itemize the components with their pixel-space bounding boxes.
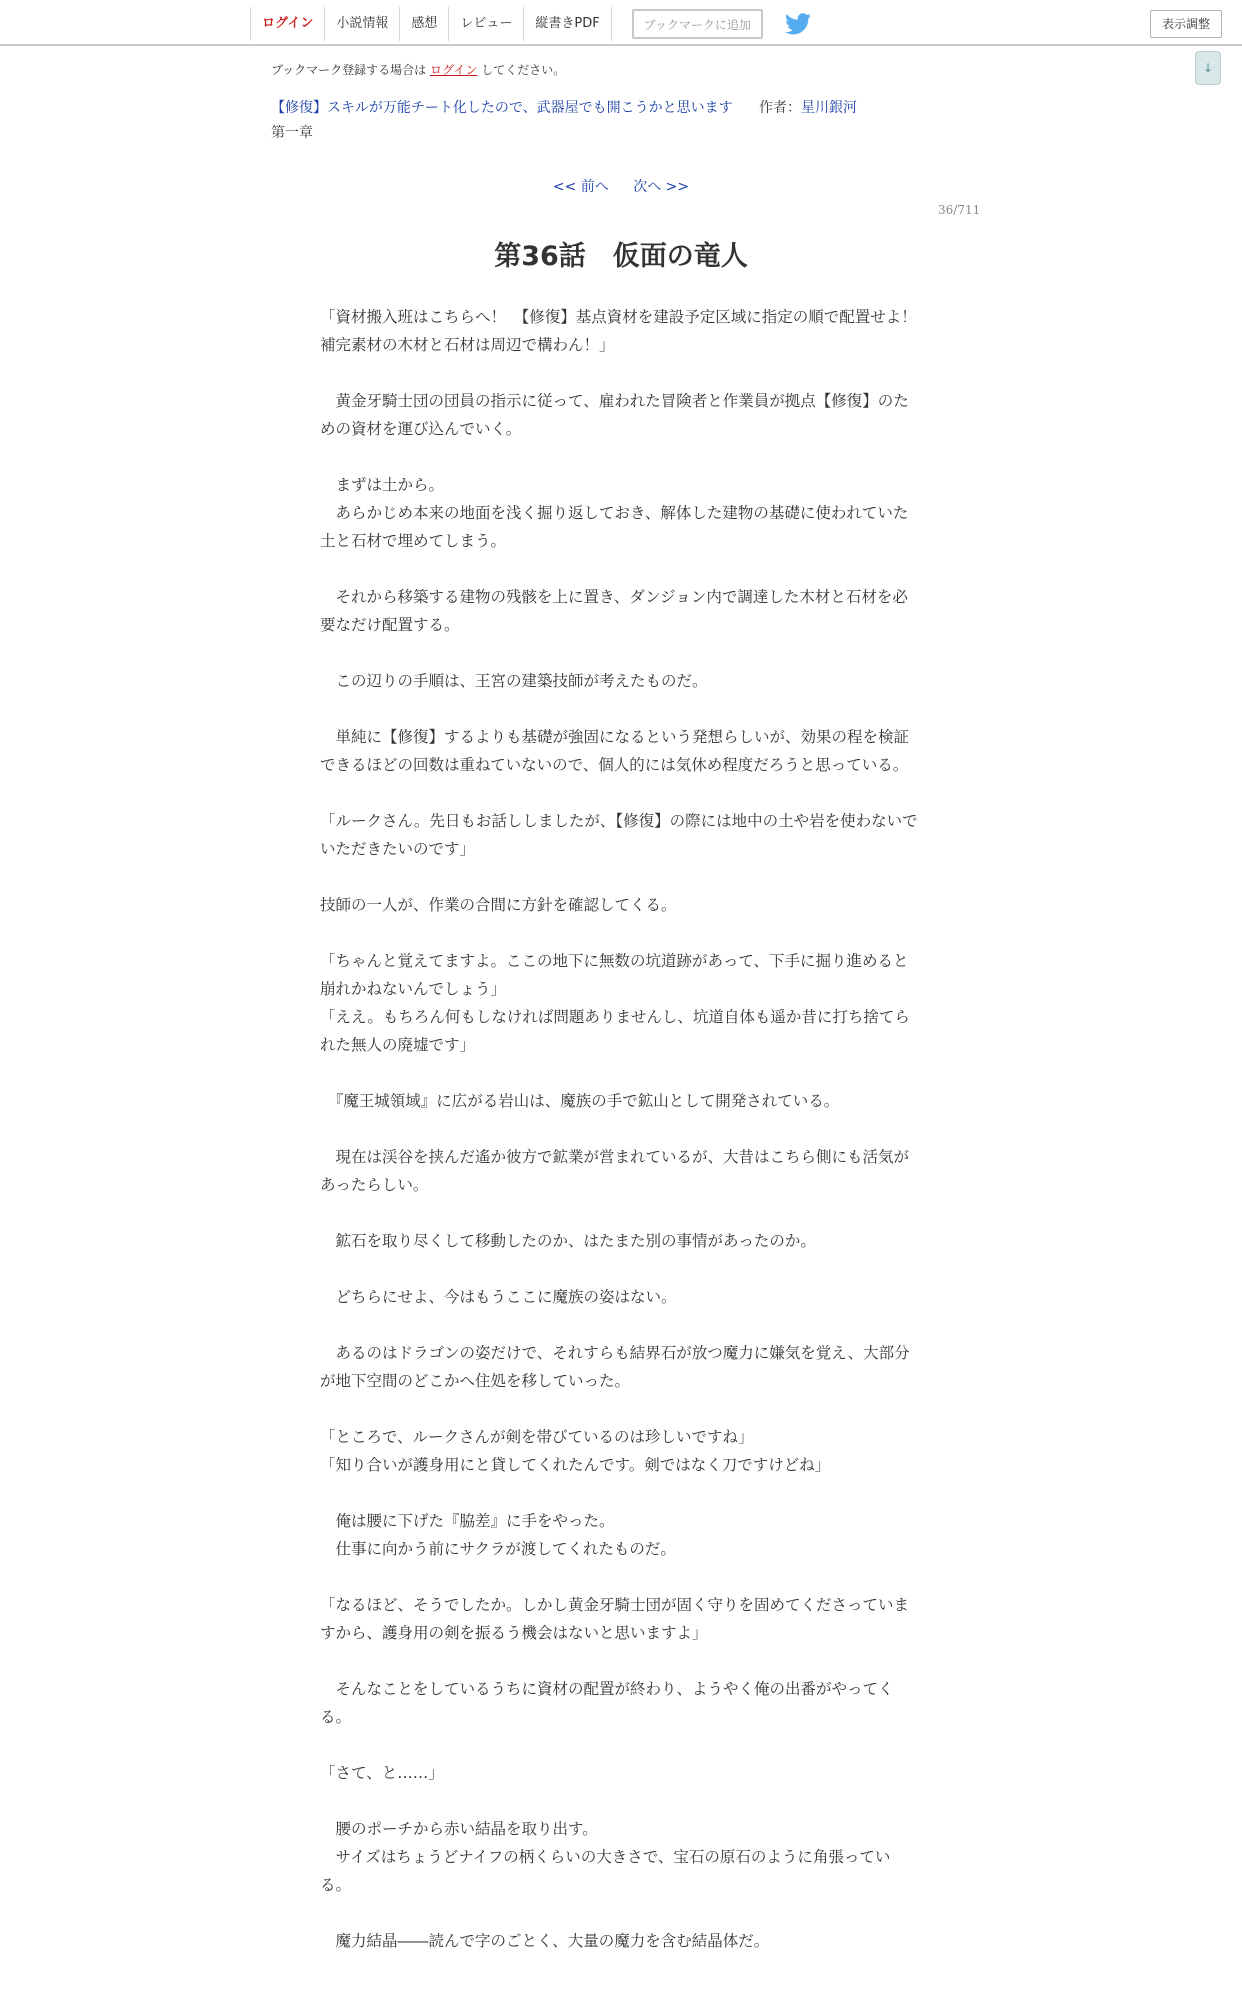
blank-line bbox=[320, 863, 920, 891]
novel-paragraph: 魔力結晶――読んで字のごとく、大量の魔力を含む結晶体だ。 bbox=[320, 1932, 770, 1950]
novel-paragraph: そんなことをしているうちに資材の配置が終わり、ようやく俺の出番がやってくる。 bbox=[320, 1680, 894, 1726]
novel-paragraph: 「ちゃんと覚えてますよ。ここの地下に無数の坑道跡があって、下手に掘り進めると崩れかねないんでしょう」 bbox=[320, 952, 909, 998]
author-name-link[interactable]: 星川銀河 bbox=[801, 100, 858, 116]
novel-paragraph: 腰のポーチから赤い結晶を取り出す。 bbox=[320, 1820, 598, 1838]
episode-counter: 36/711 bbox=[938, 203, 981, 217]
novel-paragraph: 「資材搬入班はこちらへ！ 【修復】基点資材を建設予定区域に指定の順で配置せよ！ 補完素材の木材と石材は周辺で構わん！」 bbox=[320, 308, 933, 354]
novel-paragraph: 「なるほど、そうでしたか。しかし黄金牙騎士団が固く守りを固めてくださっていますから、護身用の剣を振るう機会はないと思いますよ」 bbox=[320, 1596, 910, 1642]
novel-paragraph: 「ええ。もちろん何もしなければ問題ありませんし、坑道自体も遥か昔に打ち捨てられた無人の廃墟です」 bbox=[320, 1008, 910, 1054]
novel-paragraph: 技師の一人が、作業の合間に方針を確認してくる。 bbox=[320, 896, 677, 914]
novel-paragraph: 仕事に向かう前にサクラが渡してくれたものだ。 bbox=[320, 1540, 676, 1558]
blank-line bbox=[320, 779, 920, 807]
blank-line bbox=[320, 443, 920, 471]
series-info bbox=[271, 97, 857, 117]
blank-line bbox=[320, 1059, 920, 1087]
novel-paragraph: 単純に【修復】するよりも基礎が強固になるという発想らしいが、効果の程を検証できるほどの回数は重ねていないので、個人的には気休め程度だろうと思っている。 bbox=[320, 728, 910, 774]
nav-login-link[interactable]: ログイン bbox=[250, 7, 324, 41]
blank-line bbox=[320, 1115, 920, 1143]
novel-paragraph: 現在は渓谷を挟んだ遙か彼方で鉱業が営まれているが、大昔はこちら側にも活気があったらしい。 bbox=[320, 1148, 910, 1194]
blank-line bbox=[320, 1199, 920, 1227]
display-settings-button[interactable]: 表示調整 bbox=[1150, 10, 1222, 38]
scroll-down-button[interactable]: ↓ bbox=[1195, 51, 1221, 85]
novel-body-text bbox=[320, 303, 933, 1955]
nav-review-link[interactable]: レビュー bbox=[448, 7, 523, 41]
novel-paragraph: 「ところで、ルークさんが剣を帯びているのは珍しいですね」 bbox=[320, 1428, 754, 1446]
novel-paragraph: どちらにせよ、今はもうここに魔族の姿はない。 bbox=[320, 1288, 677, 1306]
nav-novel-info-link[interactable]: 小説情報 bbox=[324, 7, 399, 41]
novel-paragraph: あるのはドラゴンの姿だけで、それすらも結界石が放つ魔力に嫌気を覚え、大部分が地下空間のどこかへ住処を移していった。 bbox=[320, 1344, 910, 1390]
novel-paragraph: 鉱石を取り尽くして移動したのか、はたまた別の事情があったのか。 bbox=[320, 1232, 816, 1250]
episode-title: 第36話 仮面の竜人 bbox=[494, 241, 748, 272]
nav-vertical-pdf-link[interactable]: 縦書きPDF bbox=[523, 7, 611, 41]
blank-line bbox=[320, 639, 920, 667]
login-notice-after: してください。 bbox=[477, 63, 566, 77]
login-notice-before: ブックマーク登録する場合は bbox=[271, 63, 430, 77]
novel-paragraph: 「ルークさん。先日もお話ししましたが、【修復】の際には地中の土や岩を使わないでいただきたいのです」 bbox=[320, 812, 918, 858]
prev-episode-link[interactable]: << 前へ bbox=[552, 179, 609, 195]
blank-line bbox=[320, 1255, 920, 1283]
novel-paragraph: サイズはちょうどナイフの柄くらいの大きさで、宝石の原石のように角張っている。 bbox=[320, 1848, 891, 1894]
add-bookmark-button[interactable]: ブックマークに追加 bbox=[632, 9, 763, 39]
blank-line bbox=[320, 1563, 920, 1591]
novel-paragraph: 黄金牙騎士団の団員の指示に従って、雇われた冒険者と作業員が拠点【修復】のための資材を運び込んでいく。 bbox=[320, 392, 909, 438]
blank-line bbox=[320, 1731, 920, 1759]
novel-paragraph: まずは土から。 bbox=[320, 476, 445, 494]
blank-line bbox=[320, 695, 920, 723]
twitter-icon[interactable] bbox=[785, 13, 811, 35]
next-episode-link[interactable]: 次へ >> bbox=[633, 179, 690, 195]
episode-pager bbox=[0, 176, 1242, 196]
novel-paragraph: 俺は腰に下げた『脇差』に手をやった。 bbox=[320, 1512, 615, 1530]
bookmark-login-notice bbox=[271, 61, 565, 78]
novel-paragraph: 「さて、と……」 bbox=[320, 1764, 444, 1782]
blank-line bbox=[320, 1479, 920, 1507]
novel-paragraph: 「知り合いが護身用にと貸してくれたんです。剣ではなく刀ですけどね」 bbox=[320, 1456, 831, 1474]
nav-impressions-link[interactable]: 感想 bbox=[399, 7, 448, 41]
novel-paragraph: あらかじめ本来の地面を浅く掘り返しておき、解体した建物の基礎に使われていた土と石材で埋めてしまう。 bbox=[320, 504, 909, 550]
blank-line bbox=[320, 919, 920, 947]
top-header bbox=[0, 0, 1242, 46]
novel-paragraph: 『魔王城領域』に広がる岩山は、魔族の手で鉱山として開発されている。 bbox=[320, 1092, 840, 1110]
blank-line bbox=[320, 1311, 920, 1339]
blank-line bbox=[320, 359, 920, 387]
blank-line bbox=[320, 1647, 920, 1675]
novel-paragraph: この辺りの手順は、王宮の建築技師が考えたものだ。 bbox=[320, 672, 708, 690]
blank-line bbox=[320, 555, 920, 583]
top-nav bbox=[250, 7, 811, 41]
series-title-link[interactable]: 【修復】スキルが万能チート化したので、武器屋でも開こうかと思います bbox=[271, 100, 733, 116]
blank-line bbox=[320, 1395, 920, 1423]
novel-paragraph: それから移築する建物の残骸を上に置き、ダンジョン内で調達した木材と石材を必要なだけ配置する。 bbox=[320, 588, 908, 634]
blank-line bbox=[320, 1787, 920, 1815]
chapter-title: 第一章 bbox=[271, 125, 313, 141]
author-label: 作者： bbox=[759, 100, 802, 116]
blank-line bbox=[320, 1899, 920, 1927]
login-notice-link[interactable]: ログイン bbox=[429, 63, 478, 77]
